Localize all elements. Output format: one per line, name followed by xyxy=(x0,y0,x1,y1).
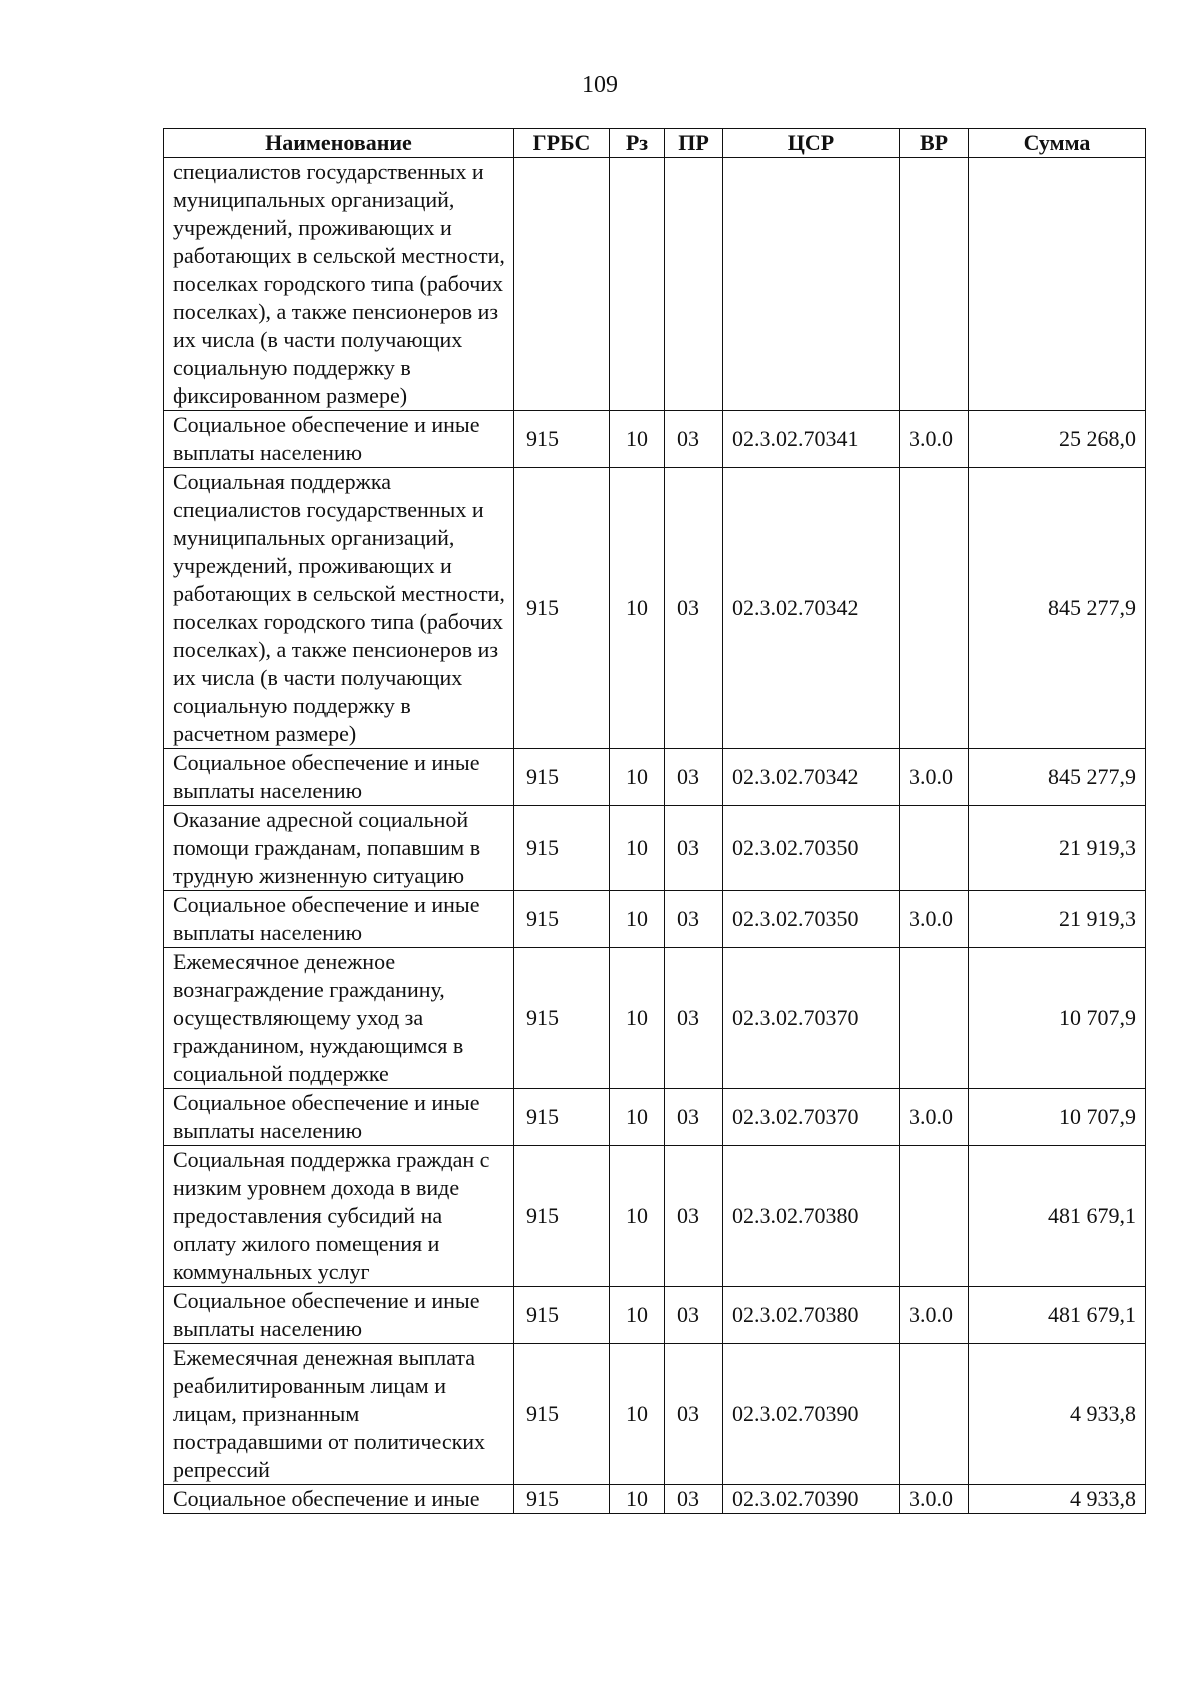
cell-pr: 03 xyxy=(665,1089,723,1146)
cell-grbs: 915 xyxy=(514,1089,610,1146)
cell-vr xyxy=(900,1344,969,1485)
cell-name: Оказание адресной социальной помощи гражданам, попавшим в трудную жизненную ситуацию xyxy=(164,806,514,891)
cell-csr: 02.3.02.70380 xyxy=(723,1146,900,1287)
cell-sum: 21 919,3 xyxy=(969,891,1146,948)
cell-rz: 10 xyxy=(610,1287,665,1344)
cell-csr: 02.3.02.70342 xyxy=(723,749,900,806)
cell-grbs: 915 xyxy=(514,1485,610,1514)
cell-name: Социальное обеспечение и иные выплаты населению xyxy=(164,749,514,806)
cell-csr: 02.3.02.70342 xyxy=(723,468,900,749)
cell-vr: 3.0.0 xyxy=(900,891,969,948)
table-row xyxy=(164,1089,1146,1146)
table-row xyxy=(164,1485,1146,1514)
cell-pr: 03 xyxy=(665,891,723,948)
cell-sum: 4 933,8 xyxy=(969,1344,1146,1485)
cell-sum: 481 679,1 xyxy=(969,1146,1146,1287)
cell-vr xyxy=(900,158,969,411)
table-row xyxy=(164,468,1146,749)
header-pr: ПР xyxy=(665,129,723,158)
cell-name: Ежемесячная денежная выплата реабилитированным лицам и лицам, признанным пострадавшими от политических репрессий xyxy=(164,1344,514,1485)
cell-csr: 02.3.02.70370 xyxy=(723,1089,900,1146)
cell-rz: 10 xyxy=(610,411,665,468)
cell-csr: 02.3.02.70380 xyxy=(723,1287,900,1344)
cell-grbs: 915 xyxy=(514,468,610,749)
cell-grbs: 915 xyxy=(514,749,610,806)
cell-name: Социальная поддержка специалистов государственных и муниципальных организаций, учреждений, проживающих и работающих в сельской местности, поселках городского типа (рабочих поселках), а также пенсионеров из их числа (в части получающих социальную поддержку в расчетном размере) xyxy=(164,468,514,749)
cell-name: Социальное обеспечение и иные выплаты населению xyxy=(164,411,514,468)
cell-rz: 10 xyxy=(610,468,665,749)
cell-pr: 03 xyxy=(665,1485,723,1514)
table-row xyxy=(164,891,1146,948)
cell-grbs: 915 xyxy=(514,411,610,468)
cell-rz: 10 xyxy=(610,1485,665,1514)
cell-grbs: 915 xyxy=(514,891,610,948)
cell-sum: 845 277,9 xyxy=(969,749,1146,806)
cell-pr: 03 xyxy=(665,749,723,806)
cell-pr: 03 xyxy=(665,806,723,891)
cell-name: Социальное обеспечение и иные выплаты населению xyxy=(164,1287,514,1344)
cell-pr: 03 xyxy=(665,1344,723,1485)
header-rz: Рз xyxy=(610,129,665,158)
table-row xyxy=(164,1344,1146,1485)
cell-vr: 3.0.0 xyxy=(900,411,969,468)
cell-name: специалистов государственных и муниципальных организаций, учреждений, проживающих и работающих в сельской местности, поселках городского типа (рабочих поселках), а также пенсионеров из их числа (в части получающих социальную поддержку в фиксированном размере) xyxy=(164,158,514,411)
cell-vr: 3.0.0 xyxy=(900,1287,969,1344)
cell-sum xyxy=(969,158,1146,411)
cell-csr: 02.3.02.70390 xyxy=(723,1344,900,1485)
cell-vr: 3.0.0 xyxy=(900,749,969,806)
cell-sum: 10 707,9 xyxy=(969,1089,1146,1146)
cell-grbs xyxy=(514,158,610,411)
cell-grbs: 915 xyxy=(514,806,610,891)
cell-csr: 02.3.02.70350 xyxy=(723,806,900,891)
cell-name: Социальное обеспечение и иные выплаты населению xyxy=(164,891,514,948)
cell-vr xyxy=(900,806,969,891)
cell-rz: 10 xyxy=(610,1089,665,1146)
cell-grbs: 915 xyxy=(514,1146,610,1287)
cell-vr: 3.0.0 xyxy=(900,1485,969,1514)
cell-vr xyxy=(900,1146,969,1287)
table-row xyxy=(164,1287,1146,1344)
header-csr: ЦСР xyxy=(723,129,900,158)
cell-name: Социальная поддержка граждан с низким уровнем дохода в виде предоставления субсидий на оплату жилого помещения и коммунальных услуг xyxy=(164,1146,514,1287)
table-row xyxy=(164,158,1146,411)
cell-vr: 3.0.0 xyxy=(900,1089,969,1146)
cell-rz: 10 xyxy=(610,1344,665,1485)
cell-pr: 03 xyxy=(665,411,723,468)
cell-sum: 10 707,9 xyxy=(969,948,1146,1089)
table-row xyxy=(164,806,1146,891)
table-row xyxy=(164,749,1146,806)
cell-rz: 10 xyxy=(610,806,665,891)
header-grbs: ГРБС xyxy=(514,129,610,158)
cell-name: Социальное обеспечение и иные xyxy=(164,1485,514,1514)
cell-pr: 03 xyxy=(665,948,723,1089)
cell-rz: 10 xyxy=(610,948,665,1089)
cell-sum: 25 268,0 xyxy=(969,411,1146,468)
header-row xyxy=(164,129,1146,158)
cell-csr xyxy=(723,158,900,411)
page-number: 109 xyxy=(582,72,618,98)
cell-sum: 4 933,8 xyxy=(969,1485,1146,1514)
cell-rz xyxy=(610,158,665,411)
cell-rz: 10 xyxy=(610,891,665,948)
cell-grbs: 915 xyxy=(514,948,610,1089)
cell-pr xyxy=(665,158,723,411)
table-row xyxy=(164,948,1146,1089)
table-row xyxy=(164,1146,1146,1287)
cell-csr: 02.3.02.70370 xyxy=(723,948,900,1089)
cell-csr: 02.3.02.70350 xyxy=(723,891,900,948)
cell-rz: 10 xyxy=(610,749,665,806)
cell-sum: 21 919,3 xyxy=(969,806,1146,891)
header-sum: Сумма xyxy=(969,129,1146,158)
cell-name: Ежемесячное денежное вознаграждение гражданину, осуществляющему уход за гражданином, нуждающимся в социальной поддержке xyxy=(164,948,514,1089)
cell-pr: 03 xyxy=(665,1287,723,1344)
cell-pr: 03 xyxy=(665,1146,723,1287)
cell-vr xyxy=(900,468,969,749)
cell-grbs: 915 xyxy=(514,1287,610,1344)
table-row xyxy=(164,411,1146,468)
cell-csr: 02.3.02.70390 xyxy=(723,1485,900,1514)
cell-csr: 02.3.02.70341 xyxy=(723,411,900,468)
header-vr: ВР xyxy=(900,129,969,158)
cell-pr: 03 xyxy=(665,468,723,749)
cell-name: Социальное обеспечение и иные выплаты населению xyxy=(164,1089,514,1146)
cell-sum: 481 679,1 xyxy=(969,1287,1146,1344)
cell-sum: 845 277,9 xyxy=(969,468,1146,749)
cell-grbs: 915 xyxy=(514,1344,610,1485)
budget-table xyxy=(163,128,1146,1514)
cell-rz: 10 xyxy=(610,1146,665,1287)
cell-vr xyxy=(900,948,969,1089)
header-name: Наименование xyxy=(164,129,514,158)
